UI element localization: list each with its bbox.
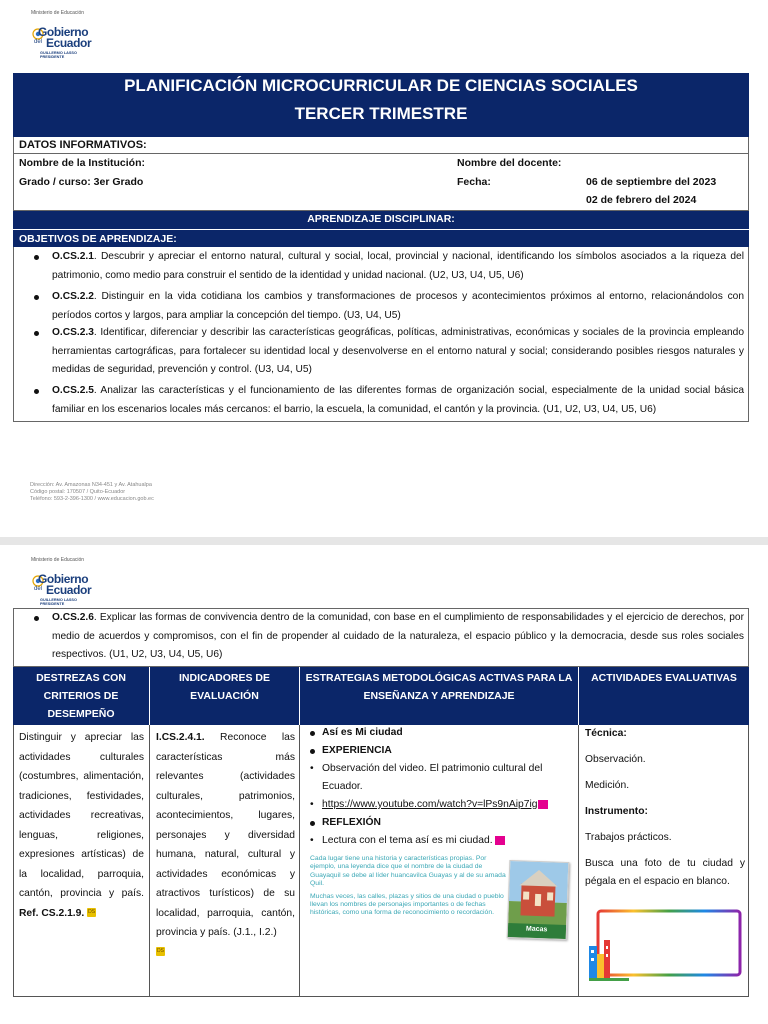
comment-icon[interactable]: DS [157,948,164,955]
government-logo [32,24,102,60]
objective-item: O.CS.2.6. Explicar las formas de convivencia dentro de la comunidad, con base en el cumplimiento de responsabilidades y el ejercicio de derechos, por medio de acuerdos y compromisos, con el fin de propender al cuidado de la naturaleza, el espacio público y la democracia, desde sus roles sociales respectivos. (U1, U2, U3, U4, U5, U6) [52,612,744,660]
instrumento-label: Instrumento: [585,806,648,817]
strategy-item-video: • Observación del video. El patrimonio cultural del Ecuador. [304,760,576,796]
header-indicadores: INDICADORES DE EVALUACIÓN [150,667,299,725]
city-photo [507,860,570,940]
logo-text-president: GUILLERMO LASSO PRESIDENTE [40,51,77,59]
city-frame-icon [588,908,744,982]
photo-frame [588,908,744,982]
comment-icon[interactable]: DS [88,909,96,916]
video-link[interactable]: https://www.youtube.com/watch?v=lPs9nAip7ig [322,799,538,810]
objective-item: O.CS.2.1. Descubrir y apreciar el entorno natural, cultural y social, local, provincial y nacional, identificando los símbolos asociados a la riqueza del patrimonio, como medio para construir el sentido de la identidad y unidad nacional. (U2, U3, U4, U5, U6) [52,251,744,281]
strategy-experiencia: EXPERIENCIA [304,742,576,760]
logo-text-ecuador: Ecuador [46,36,92,50]
actividades-content [585,725,745,891]
bullet-icon [34,255,39,260]
indicadores-text: I.CS.2.4.1. Reconoce las características más relevantes (actividades culturales, patrimonios, acontecimientos, lugares, personajes y diversidad humana, natural, cultural y actividades económicas y atractivos turísticos) de su localidad, parroquia, cantón, provincia y país. (J.1., I.2.) DS [156,732,295,955]
document-subtitle: TERCER TRIMESTRE [294,104,468,123]
logo-text-del: del [34,39,43,45]
footer-address: Dirección: Av. Amazonas N34-451 y Av. Atahualpa Código postal: 170507 / Quito-Ecuador Teléfono: 593-2-396-1300 / www.educacion.gob.ec [30,482,154,502]
header-destrezas: DESTREZAS CON CRITERIOS DE DESEMPEÑO [13,667,149,725]
strategy-item-reading: • Lectura con el tema así es mi ciudad. [304,832,576,850]
logo-text-gobierno: Gobierno [38,25,89,39]
date-end: 02 de febrero del 2024 [586,194,697,206]
grade-label: Grado / curso: 3er Grado [19,176,144,188]
pink-marker-icon [538,800,548,809]
bullet-icon [34,331,39,336]
teacher-label: Nombre del docente: [457,157,562,169]
bullet-icon [310,821,315,826]
reading-paragraph-1: Cada lugar tiene una historia y características propias. Por ejemplo, una leyenda dice que el nombre de la ciudad de Guayaquil se debe al líder huancavilca Guayas y al de su amada Quil. [310,855,506,888]
bullet-icon [34,295,39,300]
objetivos-bar: OBJETIVOS DE APRENDIZAJE: [13,229,749,247]
date-start: 06 de septiembre del 2023 [586,176,717,188]
bullet-icon [310,749,315,754]
bullet-icon [310,731,315,736]
aprendizaje-bar: APRENDIZAJE DISCIPLINAR: [13,211,749,229]
tecnica-label: Técnica: [585,728,627,739]
objective-item: O.CS.2.2. Distinguir en la vida cotidiana los cambios y transformaciones de procesos y acontecimientos próximos al entorno, relacionándolos con períodos cortos y largos, para ampliar la concepción del tiempo. (U3, U4, U5) [52,291,744,321]
estrategias-content [304,724,576,850]
bullet-icon: • [310,799,314,810]
header-estrategias: ESTRATEGIAS METODOLÓGICAS ACTIVAS PARA LA ENSEÑANZA Y APRENDIZAJE [300,667,578,725]
government-logo: Gobierno del Ecuador GUILLERMO LASSO PRESIDENTE [34,572,92,606]
ministry-label: Ministerio de Educación [31,10,85,16]
objective-item: O.CS.2.3. Identificar, diferenciar y describir las características geográficas, políticas, administrativas, económicas y sociales de la provincia empleando herramientas cartográficas, para fortalecer su identidad local y desenvolverse en el entorno natural y social; considerando posibles riesgos naturales y medidas de seguridad, prevención y control. (U3, U4, U5) [52,327,744,375]
header-actividades: ACTIVIDADES EVALUATIVAS [579,667,749,725]
strategy-title: Así es Mi ciudad [304,724,576,742]
photo-label: Macas [525,925,548,934]
reading-excerpt [310,855,506,918]
document-title: PLANIFICACIÓN MICROCURRICULAR DE CIENCIAS SOCIALES [124,76,638,95]
strategy-reflexion: REFLEXIÓN [304,814,576,832]
document-page-2 [0,545,768,1024]
destrezas-text: Distinguir y apreciar las actividades culturales (costumbres, alimentación, tradiciones, festividades, actividades recreativas, lenguas, religiones, expresiones artísticas) de la localidad, parroquia, cantón, provincia y país. Ref. CS.2.1.9. DS [19,732,144,919]
date-label: Fecha: [457,176,491,188]
instrumento-item-2: Busca una foto de tu ciudad y pégala en el espacio en blanco. [585,858,745,887]
institution-label: Nombre de la Institución: [19,157,146,169]
instrumento-item-1: Trabajos prácticos. [585,832,672,843]
pink-marker-icon [495,836,505,845]
tecnica-item-1: Observación. [585,754,646,765]
strategy-item-link [304,796,576,814]
bullet-icon: • [310,835,314,846]
reading-paragraph-2: Muchas veces, las calles, plazas y sitios de una ciudad o pueblo llevan los nombres de personajes importantes o de fechas históricas, como una forma de reconocimiento o recordación. [310,892,504,917]
tecnica-item-2: Medición. [585,780,630,791]
bullet-icon: • [310,763,314,774]
ministry-label: Ministerio de Educación [31,557,85,563]
bullet-icon [34,616,39,621]
datos-label: DATOS INFORMATIVOS: [19,139,147,151]
objective-item: O.CS.2.5. Analizar las características y el funcionamiento de las diferentes formas de organización social, especialmente de la unidad social básica familiar en los escenarios locales más cercanos: el barrio, la escuela, la comunidad, el cantón y la provincia. (U1, U2, U3, U4, U5, U6) [52,385,744,415]
title-banner [13,73,749,137]
bullet-icon [34,389,39,394]
